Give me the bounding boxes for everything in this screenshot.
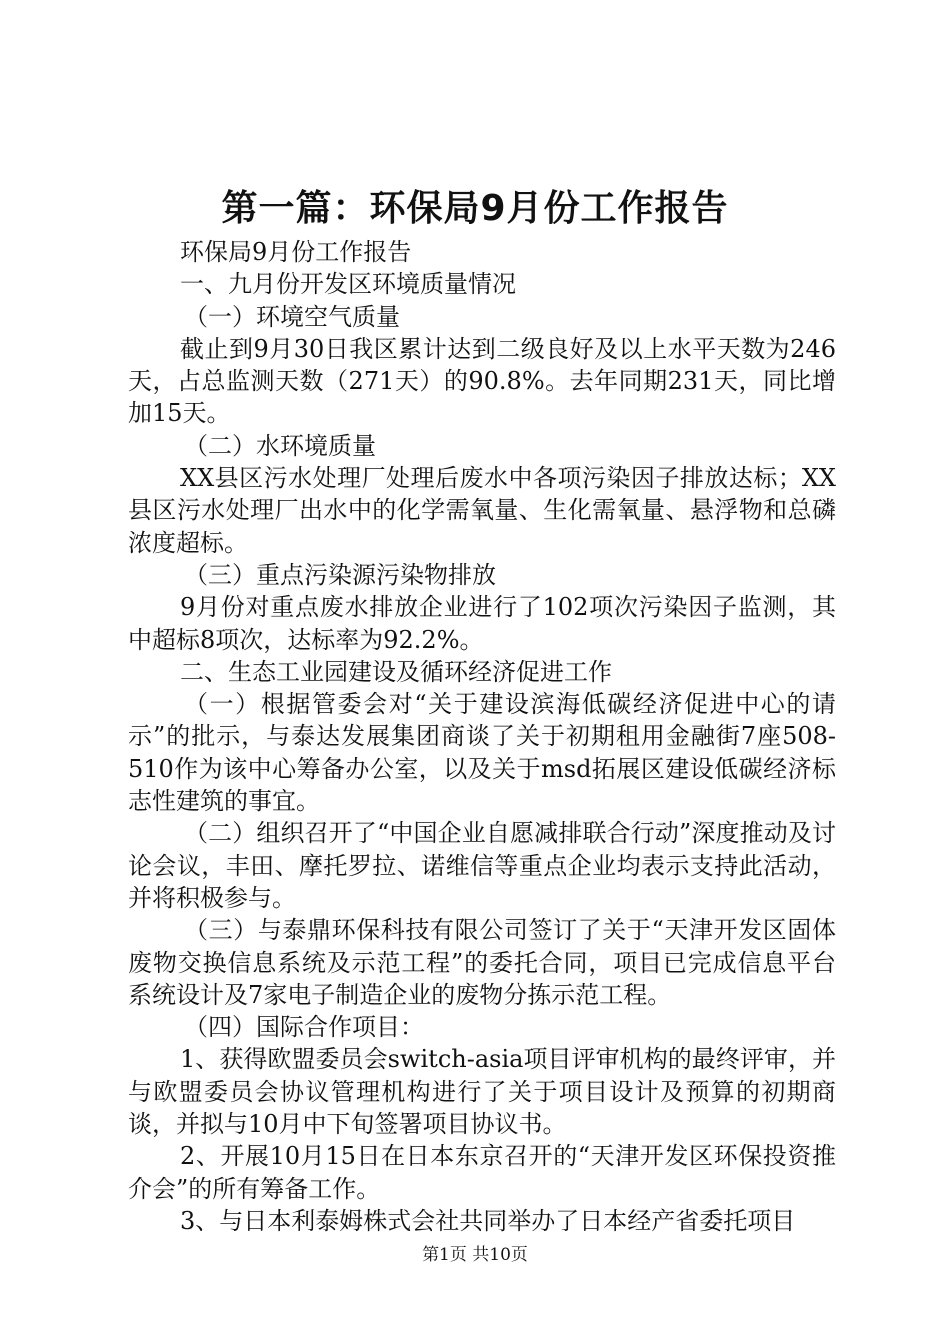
subsection-heading: （三）重点污染源污染物排放 [184, 560, 496, 589]
section-heading: 二、生态工业园建设及循环经济促进工作 [180, 657, 612, 686]
paragraph: （三）与泰鼎环保科技有限公司签订了关于“天津开发区固体废物交换信息系统及示范工程”的委托合同，项目已完成信息平台系统设计及7家电子制造企业的废物分拣示范工程。 [128, 916, 836, 1009]
subsection-heading: （二）水环境质量 [184, 431, 376, 460]
paragraph: 9月份对重点废水排放企业进行了102项次污染因子监测，其中超标8项次，达标率为92.2%。 [128, 593, 836, 654]
paragraph: XX县区污水处理厂处理后废水中各项污染因子排放达标；XX县区污水处理厂出水中的化学需氧量、生化需氧量、悬浮物和总磷浓度超标。 [128, 464, 836, 557]
paragraph: 环保局9月份工作报告 [180, 238, 412, 266]
page-footer: 第1页 共10页 [422, 1245, 528, 1265]
paragraph: （二）组织召开了“中国企业自愿减排联合行动”深度推动及讨论会议，丰田、摩托罗拉、诺维信等重点企业均表示支持此活动，并将积极参与。 [128, 819, 836, 912]
paragraph: 3、与日本利泰姆株式会社共同举办了日本经产省委托项目 [180, 1206, 796, 1235]
paragraph: 2、开展10月15日在日本东京召开的“天津开发区环保投资推介会”的所有筹备工作。 [128, 1142, 836, 1203]
paragraph: 截止到9月30日我区累计达到二级良好及以上水平天数为246天，占总监测天数（271天）的90.8%。去年同期231天，同比增加15天。 [128, 334, 836, 428]
subsection-heading: （四）国际合作项目： [184, 1013, 424, 1042]
document-title: 第一篇：环保局9月份工作报告 [221, 188, 729, 229]
subsection-heading: （一）环境空气质量 [184, 302, 400, 331]
document-body [128, 236, 836, 1237]
section-heading: 一、九月份开发区环境质量情况 [180, 270, 516, 299]
paragraph: 1、获得欧盟委员会switch-asia项目评审机构的最终评审，并与欧盟委员会协议管理机构进行了关于项目设计及预算的初期商谈，并拟与10月中下旬签署项目协议书。 [128, 1045, 836, 1139]
paragraph: （一）根据管委会对“关于建设滨海低碳经济促进中心的请示”的批示，与泰达发展集团商谈了关于初期租用金融街7座508-510作为该中心筹备办公室，以及关于msd拓展区建设低碳经济标志性建筑的事宜。 [128, 690, 836, 816]
